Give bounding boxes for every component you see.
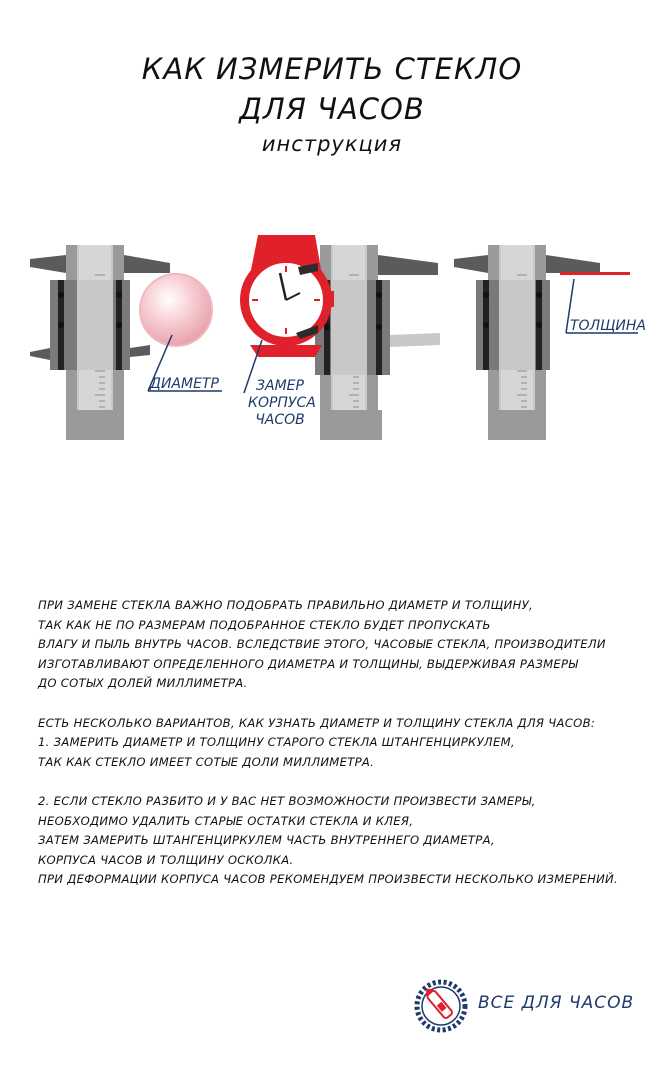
page-title-line-1: КАК ИЗМЕРИТЬ СТЕКЛО: [141, 52, 523, 86]
page-subtitle: инструкция: [261, 132, 403, 156]
label-diameter: ДИАМЕТР: [150, 376, 219, 392]
caliper-diameter: [30, 245, 170, 440]
glass-thickness-bar: [560, 272, 630, 275]
label-case-measure: [248, 378, 316, 429]
label-thickness: ТОЛЩИНА: [570, 318, 646, 334]
instructions-line: ЗАТЕМ ЗАМЕРИТЬ ШТАНГЕНЦИРКУЛЕМ ЧАСТЬ ВНУТРЕННЕГО ДИАМЕТРА,: [38, 833, 495, 848]
instructions-line: ЕСТЬ НЕСКОЛЬКО ВАРИАНТОВ, КАК УЗНАТЬ ДИАМЕТР И ТОЛЩИНУ СТЕКЛА ДЛЯ ЧАСОВ:: [38, 715, 596, 730]
instructions-text: [38, 596, 638, 890]
instructions-line: ИЗГОТАВЛИВАЮТ ОПРЕДЕЛЕННОГО ДИАМЕТРА И ТОЛЩИНЫ, ВЫДЕРЖИВАЯ РАЗМЕРЫ: [38, 656, 579, 671]
instructions-line: 2. ЕСЛИ СТЕКЛО РАЗБИТО И У ВАС НЕТ ВОЗМОЖНОСТИ ПРОИЗВЕСТИ ЗАМЕРЫ,: [38, 793, 536, 808]
calipers-illustration: [0, 215, 664, 455]
instructions-line: ПРИ ДЕФОРМАЦИИ КОРПУСА ЧАСОВ РЕКОМЕНДУЕМ ПРОИЗВЕСТИ НЕСКОЛЬКО ИЗМЕРЕНИЙ.: [38, 872, 619, 887]
page-title-line-2: ДЛЯ ЧАСОВ: [239, 92, 425, 126]
instructions-line: ТАК КАК НЕ ПО РАЗМЕРАМ ПОДОБРАННОЕ СТЕКЛО БУДЕТ ПРОПУСКАТЬ: [38, 617, 491, 632]
instructions-line: КОРПУСА ЧАСОВ И ТОЛЩИНУ ОСКОЛКА.: [38, 852, 294, 867]
label-case-line-1: ЗАМЕР: [256, 378, 304, 394]
caliper-case: [315, 245, 440, 440]
instructions-line: 1. ЗАМЕРИТЬ ДИАМЕТР И ТОЛЩИНУ СТАРОГО СТЕКЛА ШТАНГЕНЦИРКУЛЕМ,: [38, 735, 515, 750]
glass-crystal-icon: [140, 274, 212, 346]
label-case-line-3: ЧАСОВ: [255, 412, 305, 428]
instructions-line: ПРИ ЗАМЕНЕ СТЕКЛА ВАЖНО ПОДОБРАТЬ ПРАВИЛЬНО ДИАМЕТР И ТОЛЩИНУ,: [38, 598, 534, 612]
instructions-line: НЕОБХОДИМО УДАЛИТЬ СТАРЫЕ ОСТАТКИ СТЕКЛА И КЛЕЯ,: [38, 813, 414, 828]
instructions-line: ВЛАГУ И ПЫЛЬ ВНУТРЬ ЧАСОВ. ВСЛЕДСТВИЕ ЭТОГО, ЧАСОВЫЕ СТЕКЛА, ПРОИЗВОДИТЕЛИ: [38, 637, 606, 652]
label-case-line-2: КОРПУСА: [248, 395, 316, 411]
brand-logo-icon: [412, 977, 470, 1035]
instructions-line: ДО СОТЫХ ДОЛЕЙ МИЛЛИМЕТРА.: [38, 676, 248, 691]
brand-name: ВСЕ ДЛЯ ЧАСОВ: [478, 993, 635, 1013]
instructions-line: ТАК КАК СТЕКЛО ИМЕЕТ СОТЫЕ ДОЛИ МИЛЛИМЕТРА.: [38, 754, 375, 769]
